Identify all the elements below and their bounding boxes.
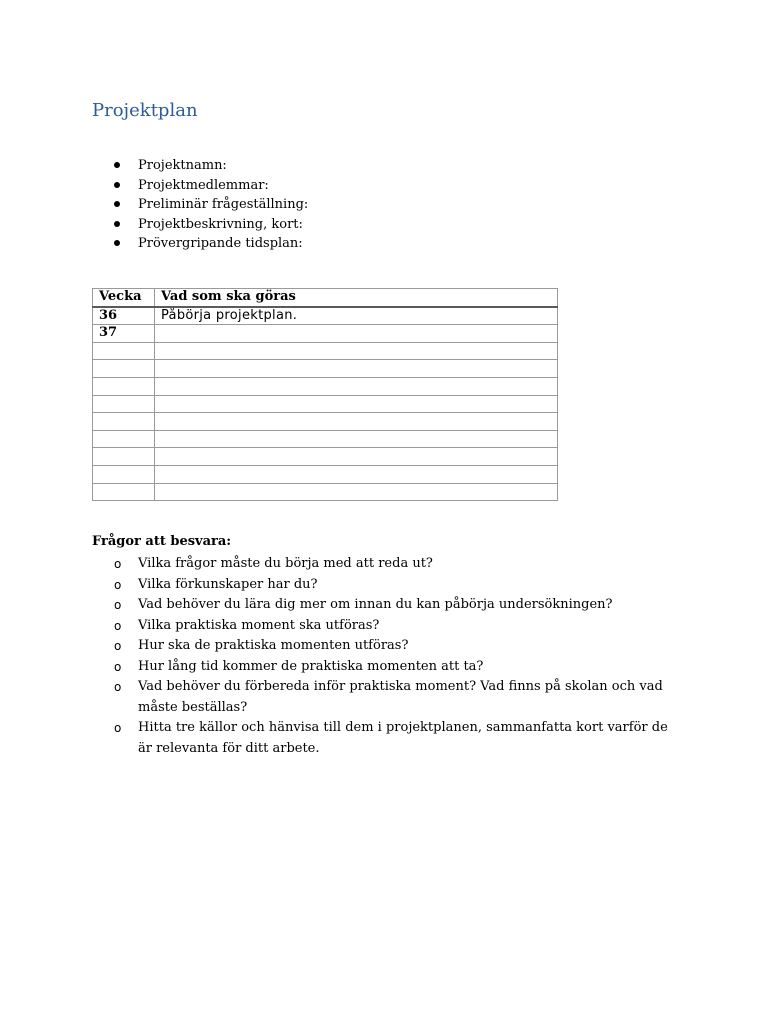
question-text: Hur lång tid kommer de praktiska momenten att ta? bbox=[138, 658, 484, 674]
task-cell[interactable] bbox=[155, 483, 558, 501]
bullet-icon bbox=[114, 240, 120, 246]
circle-bullet-icon: o bbox=[114, 577, 122, 592]
circle-bullet-icon: o bbox=[114, 639, 122, 653]
question-text: Vilka frågor måste du börja med att reda ut? bbox=[138, 556, 433, 571]
project-fields-list bbox=[92, 156, 308, 254]
list-item bbox=[92, 575, 682, 596]
field-label: Prövergripande tidsplan: bbox=[138, 236, 303, 252]
table-row bbox=[93, 377, 558, 395]
table-row bbox=[93, 360, 558, 378]
table-row bbox=[93, 342, 558, 360]
circle-bullet-icon: o bbox=[114, 721, 122, 735]
week-cell[interactable] bbox=[93, 342, 155, 360]
task-cell[interactable]: Påbörja projektplan. bbox=[155, 307, 558, 325]
task-cell[interactable] bbox=[155, 325, 558, 343]
table-row bbox=[93, 325, 558, 343]
bullet-icon bbox=[114, 201, 120, 207]
field-label: Projektmedlemmar: bbox=[138, 177, 269, 193]
week-cell[interactable] bbox=[93, 465, 155, 483]
task-cell[interactable] bbox=[155, 465, 558, 483]
column-header-task: Vad som ska göras bbox=[155, 289, 558, 307]
question-text: Hitta tre källor och hänvisa till dem i projektplanen, sammanfatta kort varför de är relevanta för ditt arbete. bbox=[138, 720, 668, 756]
question-text: Vad behöver du lära dig mer om innan du kan påbörja undersökningen? bbox=[138, 597, 613, 612]
bullet-icon bbox=[114, 182, 120, 188]
list-item bbox=[92, 636, 682, 657]
table-row bbox=[93, 465, 558, 483]
task-cell[interactable] bbox=[155, 448, 558, 466]
week-cell[interactable] bbox=[93, 430, 155, 448]
field-label: Projektnamn: bbox=[138, 158, 227, 173]
table-row bbox=[93, 448, 558, 466]
circle-bullet-icon: o bbox=[114, 598, 122, 612]
question-text: Vad behöver du förbereda inför praktiska moment? Vad finns på skolan och vad måste beställas? bbox=[138, 679, 663, 715]
field-label: Preliminär frågeställning: bbox=[138, 197, 309, 213]
list-item bbox=[92, 595, 682, 616]
table-header-row bbox=[93, 289, 558, 307]
question-text: Hur ska de praktiska momenten utföras? bbox=[138, 638, 409, 653]
questions-list bbox=[92, 554, 682, 759]
list-item bbox=[92, 234, 308, 254]
question-text: Vilka praktiska moment ska utföras? bbox=[138, 617, 380, 633]
table-row bbox=[93, 430, 558, 448]
week-cell[interactable] bbox=[93, 448, 155, 466]
bullet-icon bbox=[114, 221, 120, 227]
list-item bbox=[92, 657, 682, 678]
list-item bbox=[92, 176, 308, 196]
week-cell[interactable] bbox=[93, 483, 155, 501]
field-label: Projektbeskrivning, kort: bbox=[138, 216, 303, 232]
task-cell[interactable] bbox=[155, 430, 558, 448]
week-cell[interactable] bbox=[93, 395, 155, 413]
question-text: Vilka förkunskaper har du? bbox=[138, 576, 318, 592]
week-cell[interactable] bbox=[93, 413, 155, 431]
list-item bbox=[92, 616, 682, 637]
task-cell[interactable] bbox=[155, 360, 558, 378]
list-item bbox=[92, 718, 682, 759]
table-row bbox=[93, 395, 558, 413]
task-cell[interactable] bbox=[155, 413, 558, 431]
list-item bbox=[92, 677, 682, 718]
task-cell[interactable] bbox=[155, 395, 558, 413]
task-cell[interactable] bbox=[155, 342, 558, 360]
week-cell[interactable]: 37 bbox=[93, 325, 155, 343]
circle-bullet-icon: o bbox=[114, 618, 122, 633]
table-row bbox=[93, 413, 558, 431]
table-row bbox=[93, 307, 558, 325]
list-item bbox=[92, 554, 682, 575]
column-header-week: Vecka bbox=[93, 289, 155, 307]
schedule-table bbox=[92, 288, 558, 501]
circle-bullet-icon: o bbox=[114, 680, 122, 694]
list-item bbox=[92, 215, 308, 235]
questions-heading: Frågor att besvara: bbox=[92, 534, 232, 549]
week-cell[interactable]: 36 bbox=[93, 307, 155, 325]
table-row bbox=[93, 483, 558, 501]
circle-bullet-icon: o bbox=[114, 557, 122, 571]
page-title: Projektplan bbox=[92, 100, 198, 121]
bullet-icon bbox=[114, 162, 120, 168]
list-item bbox=[92, 195, 308, 215]
task-cell[interactable] bbox=[155, 377, 558, 395]
circle-bullet-icon: o bbox=[114, 659, 122, 674]
week-cell[interactable] bbox=[93, 360, 155, 378]
list-item bbox=[92, 156, 308, 176]
week-cell[interactable] bbox=[93, 377, 155, 395]
